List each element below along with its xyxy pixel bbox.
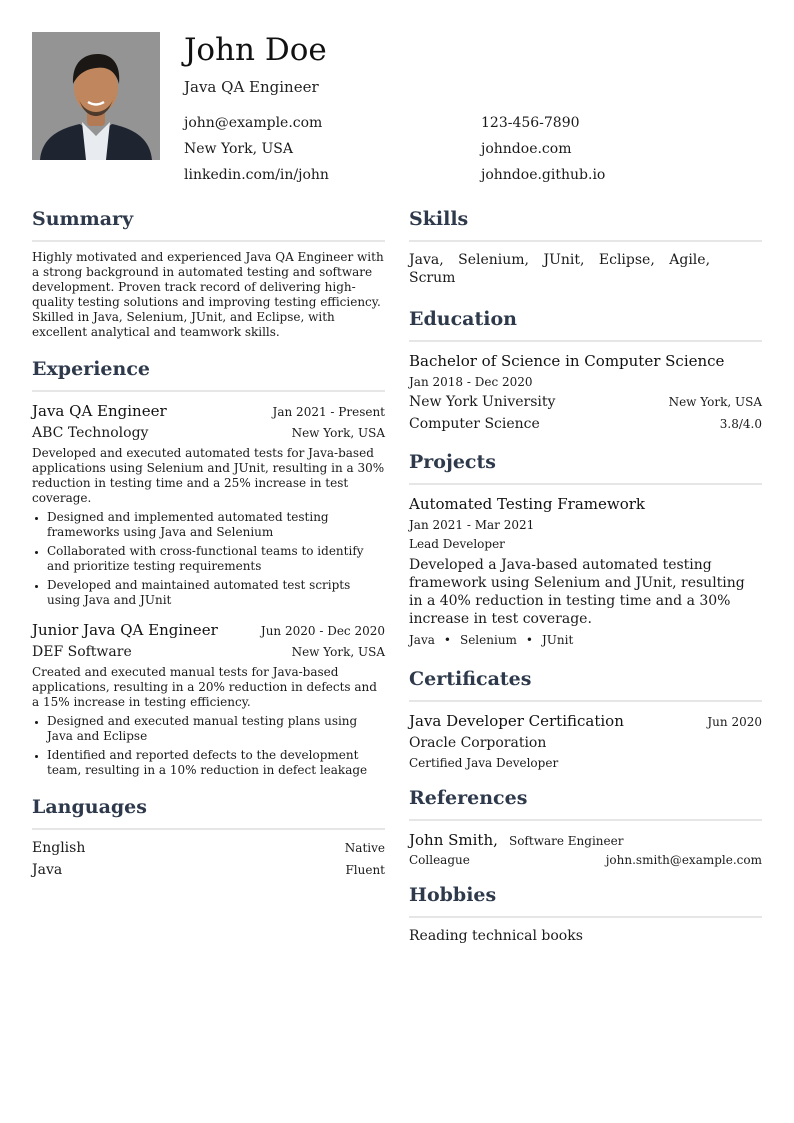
language-row xyxy=(32,861,385,879)
job-bullet: • Designed and executed manual testing plans using Java and Eclipse xyxy=(47,714,385,744)
language-name: English xyxy=(32,840,86,856)
reference-name: John Smith, xyxy=(409,831,498,849)
reference-position: Software Engineer xyxy=(508,834,624,848)
profile-photo xyxy=(32,32,160,160)
certificate-name: Java Developer Certification xyxy=(409,712,624,730)
job-role: Java QA Engineer xyxy=(32,402,167,420)
summary-section xyxy=(32,206,385,340)
education-section xyxy=(409,306,762,433)
skill-item: Selenium, xyxy=(458,252,529,268)
contact-email[interactable]: john@example.com xyxy=(184,115,323,131)
skills-list xyxy=(409,251,762,287)
education-field: Computer Science xyxy=(409,416,540,432)
education-school: New York University xyxy=(409,394,556,410)
skill-item: JUnit, xyxy=(543,252,585,268)
job-bullet: • Identified and reported defects to the development team, resulting in a 10% reduction in defect leakage xyxy=(47,748,385,778)
summary-text: Highly motivated and experienced Java QA Engineer with a strong background in automated testing and software development. Proven track record of delivering high-quality testing solutions and improving testing efficiency. Skilled in Java, Selenium, JUnit, and Eclipse, with excellent analytical and teamwork skills. xyxy=(32,250,384,339)
references-heading: References xyxy=(409,785,762,821)
project-dates: Jan 2021 - Mar 2021 xyxy=(409,518,535,532)
contact-linkedin[interactable]: linkedin.com/in/john xyxy=(184,167,329,183)
skill-item: Scrum xyxy=(409,270,456,286)
skill-item: Eclipse, xyxy=(598,252,655,268)
job-company: ABC Technology xyxy=(32,425,149,441)
job-location: New York, USA xyxy=(291,645,385,659)
project-keywords xyxy=(409,632,762,648)
project-keyword: Java xyxy=(409,633,435,647)
skill-item: Agile, xyxy=(669,252,711,268)
reference-relation: Colleague xyxy=(409,853,470,867)
job-description: Created and executed manual tests for Java-based applications, resulting in a 20% reduction in defects and a 15% increase in testing efficiency. xyxy=(32,665,377,709)
hobbies-heading: Hobbies xyxy=(409,882,762,918)
language-level: Fluent xyxy=(345,863,385,877)
project-description: Developed a Java-based automated testing framework using Selenium and JUnit, resulting in a 40% reduction in testing time and a 30% increase in test coverage. xyxy=(409,557,745,627)
job-dates: Jan 2021 - Present xyxy=(272,405,385,419)
languages-heading: Languages xyxy=(32,794,385,830)
references-section xyxy=(409,785,762,868)
profile-photo-illustration xyxy=(32,32,160,160)
summary-heading: Summary xyxy=(32,206,385,242)
job-bullet: • Collaborated with cross-functional teams to identify and prioritize testing requirements xyxy=(47,544,385,574)
contact-phone[interactable]: 123-456-7890 xyxy=(481,115,580,131)
certificate-issuer: Oracle Corporation xyxy=(409,735,547,751)
certificate-note: Certified Java Developer xyxy=(409,756,559,770)
project-role: Lead Developer xyxy=(409,537,505,551)
job-bullets xyxy=(32,714,385,778)
project-name: Automated Testing Framework xyxy=(409,495,646,513)
hobby-item: Reading technical books xyxy=(409,928,583,944)
keyword-separator: • xyxy=(525,633,533,647)
job-company: DEF Software xyxy=(32,644,132,660)
job-description: Developed and executed automated tests for Java-based applications using Selenium and JUnit, resulting in a 30% reduction in testing time and a 25% increase in test coverage. xyxy=(32,446,385,505)
reference-header xyxy=(409,830,762,850)
education-heading: Education xyxy=(409,306,762,342)
job-bullet: • Designed and implemented automated testing frameworks using Java and Selenium xyxy=(47,510,385,540)
projects-heading: Projects xyxy=(409,449,762,485)
certificates-section xyxy=(409,666,762,771)
right-column xyxy=(409,206,762,945)
hobbies-section xyxy=(409,882,762,945)
languages-section xyxy=(32,794,385,879)
job-bullets xyxy=(32,510,385,608)
contact-github[interactable]: johndoe.github.io xyxy=(481,167,606,183)
skills-section xyxy=(409,206,762,287)
skills-heading: Skills xyxy=(409,206,762,242)
projects-section xyxy=(409,449,762,648)
certificate-date: Jun 2020 xyxy=(707,715,762,729)
contact-website[interactable]: johndoe.com xyxy=(481,141,572,157)
certificates-heading: Certificates xyxy=(409,666,762,702)
experience-heading: Experience xyxy=(32,356,385,392)
skill-item: Java, xyxy=(409,252,444,268)
project-keyword: JUnit xyxy=(542,633,574,647)
candidate-title: Java QA Engineer xyxy=(184,78,319,96)
reference-email[interactable]: john.smith@example.com xyxy=(605,853,762,867)
experience-entry xyxy=(32,401,385,608)
left-column xyxy=(32,206,385,879)
experience-section xyxy=(32,356,385,778)
education-dates: Jan 2018 - Dec 2020 xyxy=(409,375,533,389)
job-bullet: • Developed and maintained automated test scripts using Java and JUnit xyxy=(47,578,385,608)
job-location: New York, USA xyxy=(291,426,385,440)
education-location: New York, USA xyxy=(668,395,762,409)
language-name: Java xyxy=(32,862,63,878)
language-level: Native xyxy=(344,841,385,855)
candidate-name: John Doe xyxy=(184,32,327,68)
job-role: Junior Java QA Engineer xyxy=(32,621,218,639)
language-row xyxy=(32,839,385,857)
education-degree: Bachelor of Science in Computer Science xyxy=(409,352,725,370)
contact-location: New York, USA xyxy=(184,141,293,157)
education-gpa: 3.8/4.0 xyxy=(719,417,762,431)
project-keyword: Selenium xyxy=(459,633,517,647)
experience-entry xyxy=(32,620,385,778)
keyword-separator: • xyxy=(443,633,451,647)
job-dates: Jun 2020 - Dec 2020 xyxy=(260,624,385,638)
